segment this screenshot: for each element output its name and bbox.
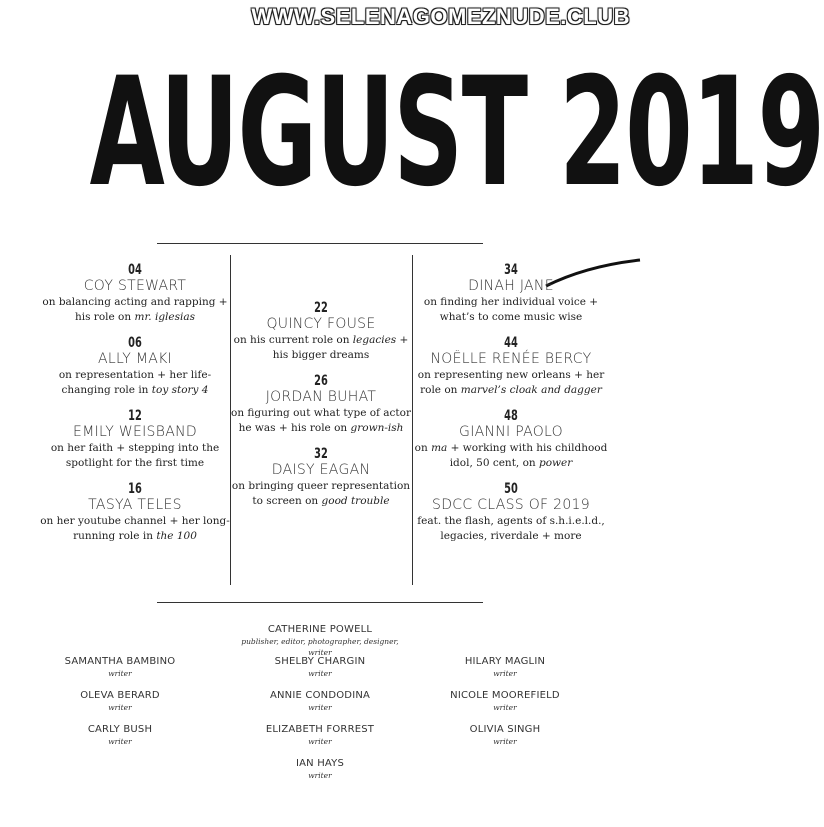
column-left [40, 262, 230, 554]
contents-entry [231, 373, 411, 436]
entry-title-italic: legacies [352, 334, 397, 346]
entry-description: on balancing acting and rapping + his role on mr. iglesias [42, 296, 228, 323]
column-right [413, 262, 609, 554]
contents-entry [40, 408, 230, 471]
page-number: 06 [128, 335, 142, 351]
credit-role: writer [493, 669, 517, 678]
page-number: 26 [314, 373, 328, 389]
credit-role: writer [108, 703, 132, 712]
entry-description: on representation + her life-changing role in toy story 4 [58, 369, 212, 396]
page-number: 50 [504, 481, 518, 497]
entry-name: DAISY EAGAN [271, 462, 371, 478]
entry-description: on representing new orleans + her role on marvel’s cloak and dagger [417, 369, 605, 396]
credit-name: CATHERINE POWELL [267, 624, 373, 635]
credit-name: NICOLE MOOREFIELD [450, 690, 560, 701]
credit-entry [230, 656, 410, 679]
page-number: 16 [128, 481, 142, 497]
credit-name: OLEVA BERARD [80, 690, 160, 701]
column-center [231, 300, 411, 519]
credit-name: IAN HAYS [295, 758, 345, 769]
credit-entry [230, 690, 410, 713]
entry-name: NOËLLE RENÉE BERCY [430, 351, 592, 367]
entry-description: feat. the flash, agents of s.h.i.e.l.d., legacies, riverdale + more [417, 515, 605, 542]
credit-role: writer [493, 703, 517, 712]
page-number: 22 [314, 300, 328, 316]
contents-entry [231, 300, 411, 363]
contents-entry [231, 446, 411, 509]
entry-name: EMILY WEISBAND [73, 424, 197, 440]
page-number: 44 [504, 335, 518, 351]
contents-entry [40, 262, 230, 325]
credit-entry [30, 690, 210, 713]
entry-description: on his current role on legacies + his bigger dreams [233, 334, 409, 361]
credit-name: SAMANTHA BAMBINO [64, 656, 176, 667]
entry-description: on her faith + stepping into the spotlight for the first time [50, 442, 220, 469]
credit-entry [30, 656, 210, 679]
credit-name: ELIZABETH FORREST [265, 724, 375, 735]
credit-entry [230, 758, 410, 781]
entry-title-italic: marvel’s cloak and dagger [460, 384, 602, 396]
contents-entry [40, 335, 230, 398]
entry-title-italic: grown-ish [350, 422, 404, 434]
page-number: 34 [504, 262, 518, 278]
contents-entry [413, 262, 609, 325]
credit-entry [415, 690, 595, 713]
entry-name: TASYA TELES [88, 497, 182, 513]
contents-entry [413, 408, 609, 471]
credit-name: HILARY MAGLIN [464, 656, 546, 667]
credit-role: writer [308, 737, 332, 746]
top-divider [157, 243, 483, 244]
entry-title-italic: good trouble [321, 495, 390, 507]
entry-name: QUINCY FOUSE [266, 316, 376, 332]
credit-role: writer [493, 737, 517, 746]
entry-name: COY STEWART [83, 278, 187, 294]
credit-role: writer [108, 737, 132, 746]
credit-entry [415, 724, 595, 747]
credit-role: writer [308, 669, 332, 678]
credit-top [230, 624, 410, 658]
credit-role: writer [108, 669, 132, 678]
entry-description: on her youtube channel + her long-running role in the 100 [40, 515, 230, 542]
entry-title-italic: the 100 [156, 530, 197, 542]
credit-role: writer [308, 703, 332, 712]
entry-title-italic: power [539, 457, 573, 469]
credit-entry [30, 724, 210, 747]
entry-name: DINAH JANE [468, 278, 554, 294]
credit-entry [230, 724, 410, 747]
watermark-text: WWW.SELENAGOMEZNUDE.CLUB [251, 4, 630, 29]
entry-title-italic: ma [431, 442, 448, 454]
credit-role: writer [308, 771, 332, 780]
page-number: 32 [314, 446, 328, 462]
entry-description: on figuring out what type of actor he was + his role on grown-ish [231, 407, 411, 434]
credit-entry [415, 656, 595, 679]
contents-entry [413, 481, 609, 544]
page-number: 04 [128, 262, 142, 278]
page-number: 48 [504, 408, 518, 424]
credit-name: ANNIE CONDODINA [269, 690, 371, 701]
entry-description: on finding her individual voice + what’s to come music wise [423, 296, 599, 323]
page-number: 12 [128, 408, 142, 424]
entry-name: GIANNI PAOLO [459, 424, 563, 440]
credit-name: SHELBY CHARGIN [274, 656, 366, 667]
contents-entry [40, 481, 230, 544]
entry-description: on ma + working with his childhood idol, 50 cent, on power [414, 442, 608, 469]
entry-description: on bringing queer representation to screen on good trouble [231, 480, 411, 507]
credit-name: CARLY BUSH [87, 724, 153, 735]
entry-name: SDCC CLASS OF 2019 [432, 497, 590, 513]
credit-name: OLIVIA SINGH [469, 724, 541, 735]
entry-title-italic: toy story 4 [151, 384, 209, 396]
credit-role: publisher, editor, photographer, designer, writer [241, 637, 399, 657]
bottom-divider [157, 602, 483, 603]
entry-title-italic: mr. iglesias [134, 311, 196, 323]
contents-entry [413, 335, 609, 398]
entry-name: JORDAN BUHAT [265, 389, 377, 405]
page-title: AUGUST 2019 [89, 46, 824, 220]
entry-name: ALLY MAKI [98, 351, 172, 367]
